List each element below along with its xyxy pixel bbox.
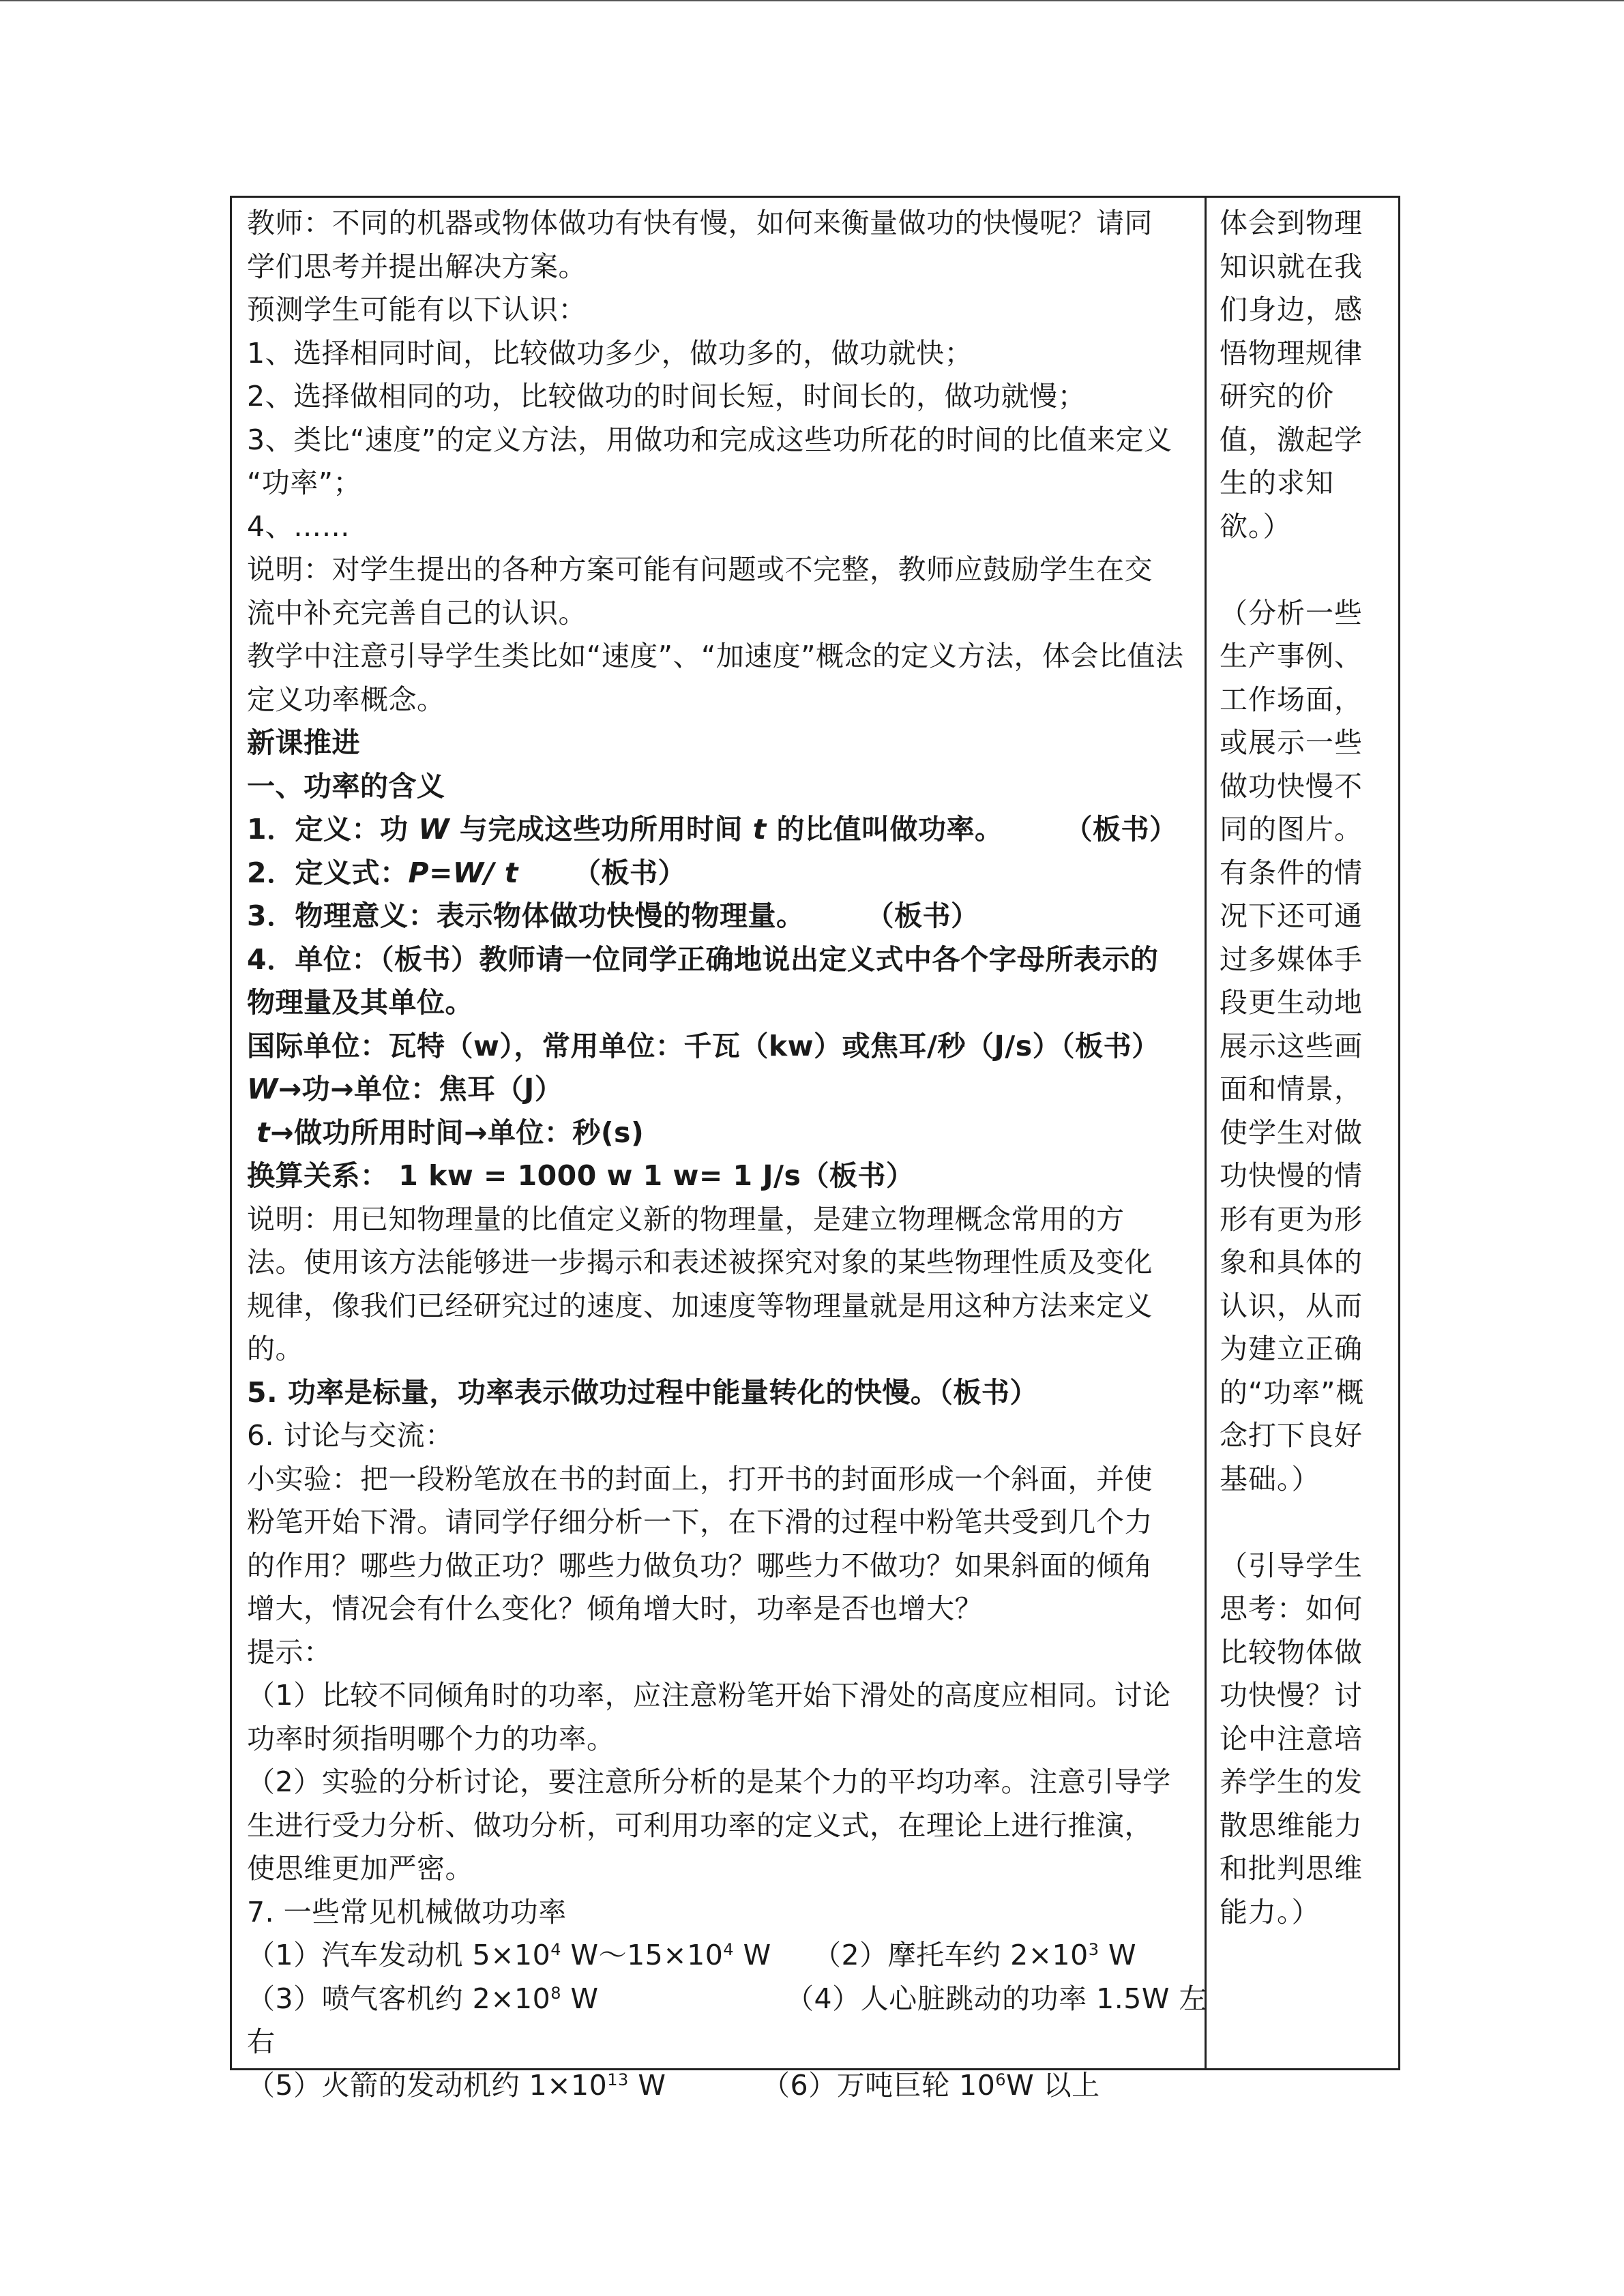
def1-text-a: 1．定义：功 [247,813,419,846]
board-note: （板书） [1064,813,1178,846]
time-unit-line [247,1112,1192,1155]
side-note-line: 为建立正确 [1220,1332,1363,1365]
work-unit-line [247,1068,1192,1112]
discussion-line: 粉笔开始下滑。请同学仔细分析一下，在下滑的过程中粉笔共受到几个力 [247,1506,1153,1538]
def1-symbol-w: W [418,813,450,846]
text: W [1099,1939,1137,1971]
side-note-line: 功快慢？讨 [1220,1679,1363,1712]
discussion-line: （2）实验的分析讨论，要注意所分析的是某个力的平均功率。注意引导学 [247,1765,1171,1798]
side-note-line: 况下还可通 [1220,899,1363,932]
side-note-line: 论中注意培 [1220,1722,1363,1755]
side-note-line: 欲。） [1220,509,1292,543]
discussion-line: 生进行受力分析、做功分析，可利用功率的定义式，在理论上进行推演， [247,1808,1153,1842]
discussion-line: 提示： [247,1635,332,1669]
intro-line: 学们思考并提出解决方案。 [247,250,587,283]
side-note-line: 同的图片。 [1220,813,1363,846]
side-note-line: 生产事例、 [1220,640,1363,672]
exponent: 13 [607,2070,629,2089]
text: W 以上 [1006,2068,1100,2102]
side-note-line: 面和情景， [1220,1073,1363,1105]
symbol-t: t [256,1116,271,1149]
side-note-line: 们身边，感 [1220,293,1363,326]
intro-line: 流中补充完善自己的认识。 [247,596,587,629]
power-example-jet [247,1982,599,2015]
exponent: 4 [550,1940,562,1959]
side-note-line: 展示这些画 [1220,1029,1363,1062]
side-note-line: 工作场面， [1220,683,1363,716]
power-example-rocket [247,2069,666,2102]
text: W [628,2068,666,2102]
unit-line: 4．单位：（板书）教师请一位同学正确地说出定义式中各个字母所表示的 [247,942,1159,976]
note-line: 法。使用该方法能够进一步揭示和表述被探究对象的某些物理性质及变化 [247,1246,1153,1279]
side-note-line: 念打下良好 [1220,1419,1363,1452]
text: W [734,1939,771,1971]
intro-line: 教学中注意引导学生类比如“速度”、“加速度”概念的定义方法，体会比值法 [247,640,1184,672]
discussion-line: 小实验：把一段粉笔放在书的封面上，打开书的封面形成一个斜面，并使 [247,1462,1153,1495]
column-divider [1205,198,1207,2068]
power-examples-row [247,2064,1192,2108]
text: （2）摩托车约 2×10 [813,1939,1089,1971]
text: W～15×10 [561,1939,724,1971]
side-note-line: 散思维能力 [1220,1808,1363,1842]
intro-line: 教师：不同的机器或物体做功有快有慢，如何来衡量做功的快慢呢？请同 [247,207,1153,239]
side-note-line: 段更生动地 [1220,986,1363,1019]
def2-text: 2．定义式： [247,856,409,889]
discussion-line: 7. 一些常见机械做功功率 [247,1895,567,1928]
intro-line: 说明：对学生提出的各种方案可能有问题或不完整，教师应鼓励学生在交 [247,553,1153,586]
note-line: 规律，像我们已经研究过的速度、加速度等物理量就是用这种方法来定义 [247,1289,1153,1322]
side-note-line: 生的求知 [1220,466,1334,499]
scalar-line: 5. 功率是标量，功率表示做功过程中能量转化的快慢。（板书） [247,1375,1038,1409]
exponent: 8 [550,1983,562,2003]
discussion-line: 6. 讨论与交流： [247,1419,454,1452]
main-content-column [247,202,1207,2107]
power-example-ship [762,2064,1100,2108]
discussion-line: 使思维更加严密。 [247,1852,473,1885]
text: （5）火箭的发动机约 1×10 [247,2068,608,2102]
side-note-line: 体会到物理 [1220,207,1363,239]
def3-text: 3．物理意义：表示物体做功快慢的物理量。 [247,899,805,932]
text: （6）万吨巨轮 10 [762,2068,996,2102]
work-unit-text: →功→单位：焦耳（J） [278,1073,563,1105]
meaning-line [247,895,1192,938]
section-heading-new-lesson: 新课推进 [247,726,360,759]
unit-line: 物理量及其单位。 [247,986,473,1019]
power-example-heart: （4）人心脏跳动的功率 1.5W 左 [786,1982,1207,2015]
side-note-line: 知识就在我 [1220,250,1363,283]
exponent: 3 [1088,1940,1099,1959]
discussion-line: 增大，情况会有什么变化？倾角增大时，功率是否也增大？ [247,1592,983,1625]
side-note-line: 功快慢的情 [1220,1159,1363,1192]
side-note-line: 象和具体的 [1220,1246,1363,1279]
note-line: 的。 [247,1332,304,1365]
power-example-car [247,1939,771,1971]
text: （1）汽车发动机 5×10 [247,1939,551,1971]
exponent: 6 [995,2070,1007,2089]
text: （3）喷气客机约 2×10 [247,1982,551,2015]
side-note-line: 使学生对做 [1220,1116,1363,1149]
side-note-line: 比较物体做 [1220,1635,1363,1669]
symbol-w: W [247,1073,278,1105]
side-note-line: （引导学生 [1220,1549,1363,1582]
side-note-line: （分析一些 [1220,596,1363,629]
def1-symbol-t: t [752,813,767,846]
side-note-line: 做功快慢不 [1220,769,1363,803]
intro-line: “功率”； [247,466,361,499]
board-note: （板书） [866,899,979,932]
power-example-motorcycle [813,1934,1136,1978]
note-line: 说明：用已知物理量的比值定义新的物理量，是建立物理概念常用的方 [247,1202,1125,1236]
formula-line [247,852,1192,895]
definition-line [247,808,1192,852]
spacer [1220,1501,1390,1545]
discussion-line: （1）比较不同倾角时的功率，应注意粉笔开始下滑处的高度应相同。讨论 [247,1679,1171,1712]
intro-line: 1、选择相同时间，比较做功多少，做功多的，做功就快； [247,336,973,370]
power-example-heart-cont: 右 [247,2025,276,2058]
side-note-line: 能力。） [1220,1895,1320,1928]
text: W [561,1982,599,2015]
exponent: 4 [723,1940,735,1959]
side-note-line: 或展示一些 [1220,726,1363,759]
power-examples-row [247,1978,1207,2021]
intro-line: 4、…… [247,509,351,543]
side-note-line: 悟物理规律 [1220,336,1363,370]
board-note: （板书） [573,856,687,889]
side-note-line: 和批判思维 [1220,1852,1363,1885]
intro-line: 预测学生可能有以下认识： [247,293,587,326]
side-note-line: 有条件的情 [1220,856,1363,889]
side-note-line: 思考：如何 [1220,1592,1363,1625]
page-top-rule [0,0,1624,1]
time-unit-text: →做功所用时间→单位：秒(s) [270,1116,645,1149]
side-note-line: 形有更为形 [1220,1202,1363,1236]
side-note-line: 值，激起学 [1220,423,1363,456]
side-note-line: 过多媒体手 [1220,942,1363,976]
intro-line: 3、类比“速度”的定义方法，用做功和完成这些功所花的时间的比值来定义 [247,423,1172,456]
def1-text-c: 的比值叫做功率。 [766,813,1003,846]
intro-line: 定义功率概念。 [247,683,445,716]
intro-line: 2、选择做相同的功，比较做功的时间长短，时间长的，做功就慢； [247,380,1087,413]
design-intent-column [1220,202,1390,1934]
section-heading-power-meaning: 一、功率的含义 [247,769,445,803]
side-note-line: 养学生的发 [1220,1765,1363,1798]
power-formula: P=W/ t [408,856,519,889]
discussion-line: 功率时须指明哪个力的功率。 [247,1722,615,1755]
conversion-line: 换算关系： 1 kw = 1000 w 1 w= 1 J/s（板书） [247,1159,915,1192]
intl-units-line: 国际单位：瓦特（w），常用单位：千瓦（kw）或焦耳/秒（J/s）（板书） [247,1029,1160,1062]
side-note-line: 认识，从而 [1220,1289,1363,1322]
side-note-line: 的“功率”概 [1220,1375,1365,1409]
power-examples-row [247,1934,1192,1978]
side-note-line: 研究的价 [1220,380,1334,413]
side-note-line: 基础。） [1220,1462,1320,1495]
spacer [1220,548,1390,592]
def1-text-b: 与完成这些功所用时间 [449,813,753,846]
discussion-line: 的作用？哪些力做正功？哪些力做负功？哪些力不做功？如果斜面的倾角 [247,1549,1153,1582]
